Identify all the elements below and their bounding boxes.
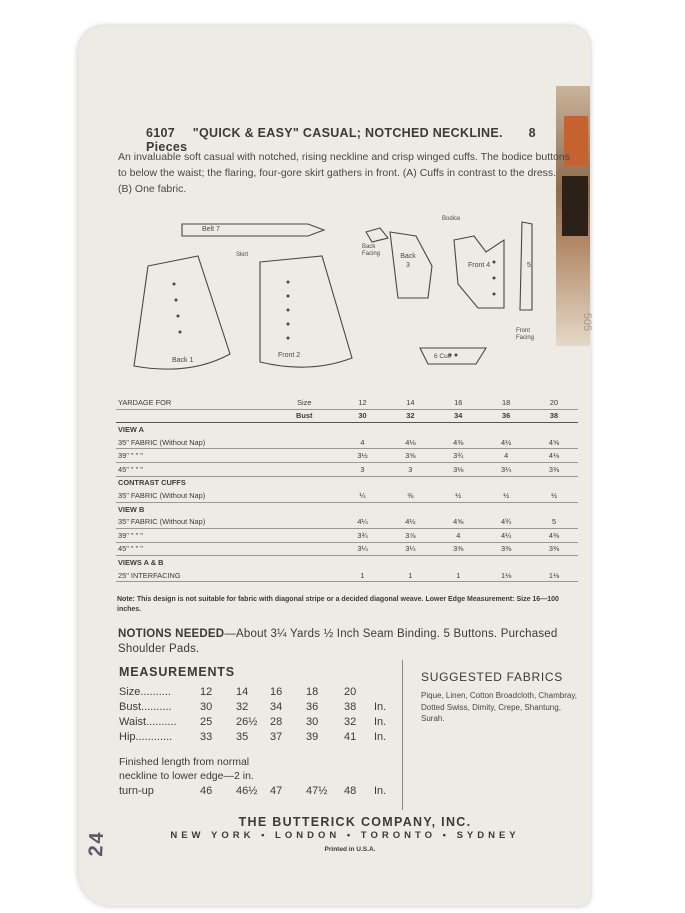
- table-row: [116, 542, 578, 556]
- measure-unit: In.: [374, 701, 387, 713]
- yardage-section: [116, 423, 578, 436]
- back-facing-piece: [366, 228, 388, 242]
- turnup-row: [119, 785, 409, 799]
- measure-value: 28: [270, 716, 283, 728]
- empty-cell: [339, 502, 387, 515]
- bust-value: 34: [434, 409, 482, 423]
- empty-cell: [482, 476, 530, 489]
- size-value: 12: [339, 396, 387, 409]
- bodice-front-piece: [454, 236, 504, 308]
- measure-value: 33: [200, 731, 213, 743]
- empty-cell: [482, 423, 530, 436]
- measure-value: 18: [306, 686, 319, 698]
- section-label: VIEWS A & B: [118, 557, 164, 567]
- empty-cell: [339, 556, 387, 569]
- empty-cell: [270, 449, 339, 463]
- empty-cell: [270, 502, 339, 515]
- empty-cell: [270, 489, 339, 502]
- fabric-label: 45" " " ": [116, 462, 270, 476]
- measure-value: 30: [200, 701, 213, 713]
- empty-cell: [339, 423, 387, 436]
- empty-cell: [386, 502, 434, 515]
- measure-value: 47½: [306, 785, 328, 797]
- bust-value: 32: [386, 409, 434, 423]
- empty-cell: [270, 476, 339, 489]
- fabric-label: 25" INTERFACING: [116, 569, 270, 582]
- fabric-label: 35" FABRIC (Without Nap): [116, 515, 270, 528]
- yardage-section: [116, 502, 578, 515]
- pattern-title: "QUICK & EASY" CASUAL; NOTCHED NECKLINE.: [192, 126, 503, 140]
- yardage-bust-row: [116, 409, 578, 423]
- size-value: 16: [434, 396, 482, 409]
- skirt-back-label: Back 1: [172, 357, 194, 364]
- handwritten-number: 24: [85, 829, 109, 857]
- yardage-value: 3⅝: [386, 449, 434, 463]
- measurement-row: [119, 731, 409, 745]
- yardage-value: 4⅜: [434, 436, 482, 449]
- bodice-label: Bodice: [442, 216, 461, 222]
- yardage-value: 4½: [386, 515, 434, 528]
- empty-cell: [270, 423, 339, 436]
- measure-unit: In.: [374, 716, 387, 728]
- table-row: [116, 528, 578, 542]
- empty-cell: [270, 436, 339, 449]
- fabric-label: 45" " " ": [116, 542, 270, 556]
- yardage-value: 3⅜: [530, 462, 578, 476]
- empty-cell: [434, 476, 482, 489]
- fabric-label: 35" FABRIC (Without Nap): [116, 489, 270, 502]
- yardage-value: 3¼: [386, 542, 434, 556]
- back-facing-label: Back Facing: [362, 244, 381, 257]
- yardage-value: 1: [434, 569, 482, 582]
- yardage-value: 4¼: [482, 528, 530, 542]
- measure-value: 39: [306, 731, 319, 743]
- notions-needed: [118, 627, 578, 657]
- yardage-value: 1⅛: [482, 569, 530, 582]
- measure-value: 41: [344, 731, 357, 743]
- skirt-front-label: Front 2: [278, 352, 301, 359]
- measure-unit: In.: [374, 785, 387, 797]
- measure-value: 36: [306, 701, 319, 713]
- notions-text: —About 3¼ Yards ½ Inch Seam Binding. 5 Buttons. Purchased Shoulder Pads.: [118, 628, 558, 655]
- measure-value: 30: [306, 716, 319, 728]
- yardage-value: 4¼: [339, 515, 387, 528]
- measure-value: 34: [270, 701, 283, 713]
- empty-cell: [386, 423, 434, 436]
- yardage-table: [116, 396, 578, 582]
- cuff-piece: [420, 348, 486, 364]
- size-label: Size: [270, 396, 339, 409]
- measure-value: 16: [270, 686, 283, 698]
- empty-cell: [386, 556, 434, 569]
- yardage-value: 1: [386, 569, 434, 582]
- finished-length-line-1: Finished length from normal: [119, 756, 250, 768]
- yardage-value: 4: [434, 528, 482, 542]
- measure-value: 14: [236, 686, 249, 698]
- skirt-back-piece: [134, 256, 230, 369]
- empty-cell: [270, 556, 339, 569]
- size-value: 18: [482, 396, 530, 409]
- yardage-value: 4¾: [482, 515, 530, 528]
- yardage-value: 4⅛: [530, 449, 578, 463]
- measure-label: Bust..........: [119, 701, 172, 713]
- skirt-label: Skirt: [236, 252, 248, 258]
- bust-value: 36: [482, 409, 530, 423]
- yardage-value: 3⅜: [434, 542, 482, 556]
- table-row: [116, 515, 578, 528]
- pattern-description: An invaluable soft casual with notched, rising neckline and crisp winged cuffs. The bodice buttons to below the waist; the flaring, four-gore skirt gathers in front. (A) Cuffs in contrast to the dress. (B) One fabric.: [118, 151, 570, 195]
- measure-value: 26½: [236, 716, 258, 728]
- yardage-value: 4½: [482, 436, 530, 449]
- empty-cell: [434, 423, 482, 436]
- yardage-value: 4⅛: [386, 436, 434, 449]
- bust-value: 38: [530, 409, 578, 423]
- front-facing-number: 5: [527, 262, 531, 269]
- belt-label: Belt 7: [202, 226, 220, 233]
- measure-value: 37: [270, 731, 283, 743]
- yardage-value: 3¾: [339, 528, 387, 542]
- empty-cell: [386, 476, 434, 489]
- measure-label: Waist..........: [119, 716, 177, 728]
- measure-value: 20: [344, 686, 357, 698]
- yardage-value: 3⅞: [386, 528, 434, 542]
- empty-cell: [339, 476, 387, 489]
- bodice-back-label: Back 3: [400, 253, 416, 269]
- measure-value: 32: [344, 716, 357, 728]
- fabric-label: 39" " " ": [116, 528, 270, 542]
- empty-cell: [270, 542, 339, 556]
- pattern-number: 6107: [146, 126, 176, 140]
- yardage-value: 3¾: [434, 449, 482, 463]
- empty-cell: [530, 476, 578, 489]
- yardage-value: 4⅜: [530, 528, 578, 542]
- measure-value: 38: [344, 701, 357, 713]
- yardage-value: 3: [386, 462, 434, 476]
- size-value: 14: [386, 396, 434, 409]
- measure-value: 32: [236, 701, 249, 713]
- empty-cell: [530, 556, 578, 569]
- measure-unit: In.: [374, 731, 387, 743]
- fabrics-title: SUGGESTED FABRICS: [421, 670, 563, 684]
- section-label: VIEW B: [118, 504, 145, 514]
- yardage-value: 5: [530, 515, 578, 528]
- measure-label: Size..........: [119, 686, 171, 698]
- yardage-value: 4: [339, 436, 387, 449]
- yardage-value: 3: [339, 462, 387, 476]
- front-facing-label: Front Facing: [516, 328, 535, 341]
- yardage-value: ½: [530, 489, 578, 502]
- fabric-label: 35" FABRIC (Without Nap): [116, 436, 270, 449]
- yardage-value: 3½: [339, 449, 387, 463]
- yardage-value: 3⅜: [482, 542, 530, 556]
- printed-in: Printed in U.S.A.: [324, 846, 376, 853]
- empty-cell: [482, 502, 530, 515]
- empty-cell: [270, 515, 339, 528]
- company-cities: NEW YORK • LONDON • TORONTO • SYDNEY: [170, 830, 520, 841]
- measure-label: turn-up: [119, 785, 154, 797]
- section-label: VIEW A: [118, 424, 145, 434]
- measure-value: 12: [200, 686, 213, 698]
- measure-value: 48: [344, 785, 357, 797]
- measurement-row: [119, 701, 409, 715]
- table-row: [116, 436, 578, 449]
- measurement-row: [119, 716, 409, 730]
- fabrics-text: Pique, Linen, Cotton Broadcloth, Chambray, Dotted Swiss, Dimity, Crepe, Shantung, Surah.: [421, 691, 577, 723]
- yardage-value: 4: [482, 449, 530, 463]
- piece-count: 8 Pieces: [146, 126, 536, 154]
- empty-cell: [530, 423, 578, 436]
- table-row: [116, 489, 578, 502]
- yardage-value: ¼: [339, 489, 387, 502]
- cuff-label: 6 Cuff: [434, 353, 452, 360]
- side-mark: 505: [581, 312, 594, 332]
- yardage-value: 4⅝: [530, 436, 578, 449]
- empty-cell: [270, 569, 339, 582]
- company-name: THE BUTTERICK COMPANY, INC.: [238, 815, 472, 829]
- yardage-value: 3⅛: [434, 462, 482, 476]
- measurement-row: [119, 686, 409, 700]
- empty-cell: [434, 556, 482, 569]
- empty-cell: [270, 528, 339, 542]
- empty-cell: [482, 556, 530, 569]
- yardage-value: 4⅝: [434, 515, 482, 528]
- measure-value: 35: [236, 731, 249, 743]
- yardage-value: 3¼: [339, 542, 387, 556]
- bodice-front-label: Front 4: [468, 262, 491, 269]
- empty-cell: [434, 502, 482, 515]
- yardage-section: [116, 476, 578, 489]
- measure-value: 25: [200, 716, 213, 728]
- table-row: [116, 569, 578, 582]
- bust-value: 30: [339, 409, 387, 423]
- finished-length-line-2: neckline to lower edge—2 in.: [119, 770, 254, 782]
- yardage-value: ½: [434, 489, 482, 502]
- yardage-section: [116, 556, 578, 569]
- section-label: CONTRAST CUFFS: [118, 478, 186, 488]
- bust-label: Bust: [270, 409, 339, 423]
- empty-cell: [530, 502, 578, 515]
- skirt-front-piece: [260, 256, 352, 367]
- measure-value: 46½: [236, 785, 258, 797]
- measure-label: Hip............: [119, 731, 173, 743]
- yardage-value: 3¼: [482, 462, 530, 476]
- empty-cell: [270, 462, 339, 476]
- yardage-value: 1⅛: [530, 569, 578, 582]
- yardage-value: ⅜: [386, 489, 434, 502]
- measurements-title: MEASUREMENTS: [119, 665, 235, 679]
- size-value: 20: [530, 396, 578, 409]
- yardage-value: 1: [339, 569, 387, 582]
- yardage-size-row: [116, 396, 578, 409]
- measure-value: 46: [200, 785, 213, 797]
- yardage-value: ½: [482, 489, 530, 502]
- yardage-value: 3⅜: [530, 542, 578, 556]
- notions-label: NOTIONS NEEDED: [118, 628, 225, 640]
- measure-value: 47: [270, 785, 283, 797]
- yardage-blank: [116, 409, 270, 423]
- table-row: [116, 462, 578, 476]
- design-note: Note: This design is not suitable for fabric with diagonal stripe or a decided diagonal weave. Lower Edge Measurement: Size 16—100 inches.: [117, 596, 559, 613]
- yardage-label: YARDAGE FOR: [116, 396, 270, 409]
- fabric-label: 39" " " ": [116, 449, 270, 463]
- table-row: [116, 449, 578, 463]
